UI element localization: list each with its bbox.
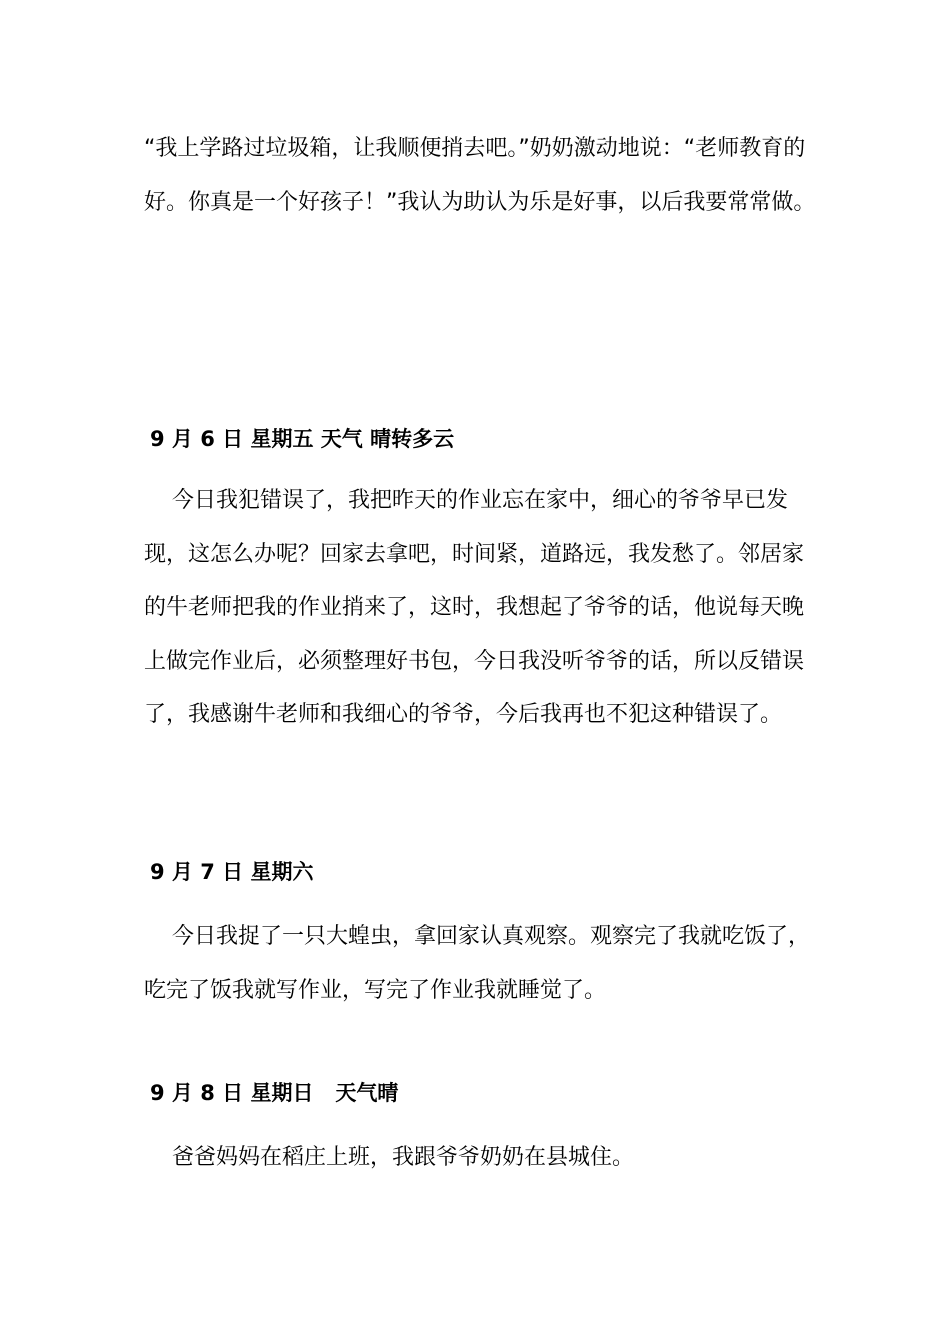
entry-paragraph: 今日我捉了一只大蝗虫，拿回家认真观察。观察完了我就吃饭了，吃完了饭我就写作业，写完了作业我就睡觉了。	[144, 924, 811, 1003]
entry-heading-sep-7: 9 月 7 日 星期六	[150, 860, 314, 884]
entry-paragraph: 今日我犯错误了，我把昨天的作业忘在家中，细心的爷爷早已发现，这怎么办呢？回家去拿吧，时间紧，道路远，我发愁了。邻居家的牛老师把我的作业捎来了，这时，我想起了爷爷的话，他说每天晚上做完作业后，必须整理好书包，今日我没听爷爷的话，所以反错误了，我感谢牛老师和我细心的爷爷，今后我再也不犯这种错误了。	[144, 488, 805, 727]
entry-paragraph: 爸爸妈妈在稻庄上班，我跟爷爷奶奶在县城住。	[172, 1145, 635, 1170]
entry-heading-sep-8: 9 月 8 日 星期日 天气晴	[150, 1081, 399, 1105]
entry-paragraph: “我上学路过垃圾箱，让我顺便捎去吧。”奶奶激动地说：“老师教育的好。你真是一个好孩子！”我认为助认为乐是好事，以后我要常常做。	[144, 136, 816, 215]
entry-heading-sep-6: 9 月 6 日 星期五 天气 晴转多云	[150, 427, 455, 451]
